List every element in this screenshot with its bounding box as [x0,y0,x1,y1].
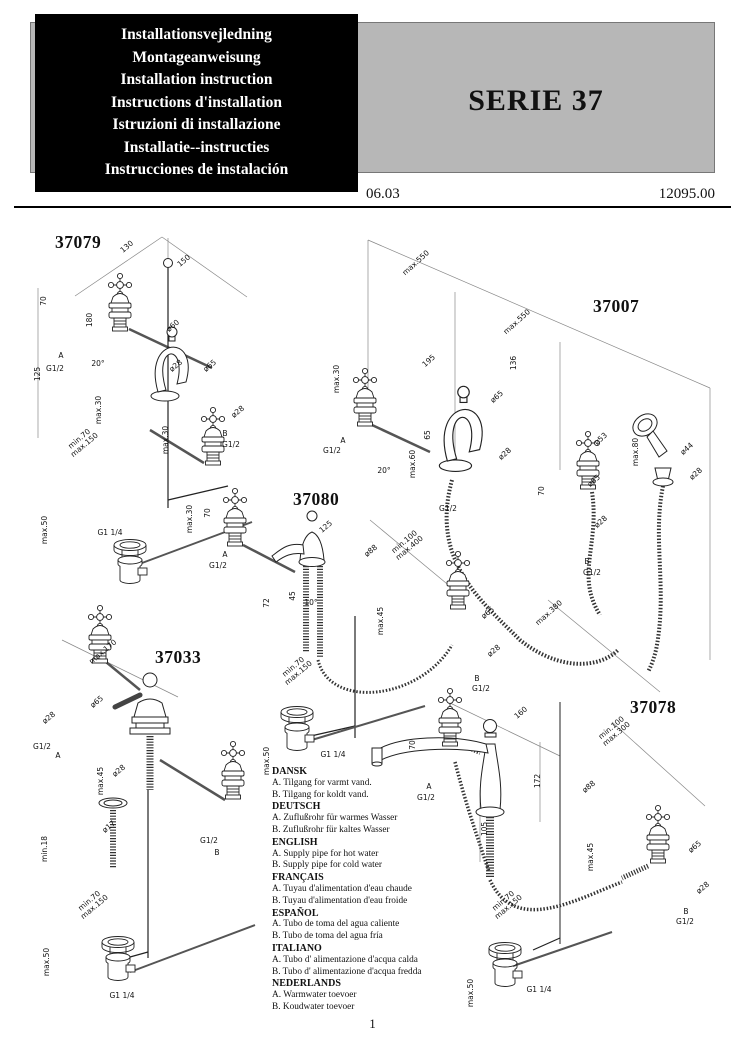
dimension-label: max.30 [161,425,171,455]
dimension-label: B [214,848,220,858]
header-title-line-5: Installatie--instructies [123,138,270,156]
header-title-line-4: Istruzioni di installazione [112,116,281,134]
dimension-label: B [222,429,228,439]
dimension-label: ø28 [687,465,704,482]
dimension-label: ø28 [167,357,185,374]
dimension-label: ø60 [164,317,182,334]
dimension-label: max.45 [96,766,106,796]
dimension-label: max.380 [533,598,564,628]
dimension-label: A [55,751,61,761]
header-title-line-1: Montageanweisung [132,48,261,66]
dimension-label: G1 1/4 [97,528,123,538]
legend-section-dansk [272,766,462,801]
dimension-label: ø28 [229,403,247,420]
dimension-label: ø28 [485,642,503,659]
dimension-label: min.100 max.400 [389,528,425,562]
dimension-label: 125 [317,518,335,535]
model-number-37078: 37078 [630,697,677,717]
legend-section-español [272,908,462,943]
legend-line-b: B. Zuflußrohr für kaltes Wasser [272,824,390,835]
header-title-line-6: Instrucciones de instalación [104,161,289,179]
dimension-label: G1/2 [417,793,435,803]
dimension-label: ø65 [488,388,505,405]
legend-line-a: A. Zuflußrohr für warmes Wasser [272,813,398,824]
dimension-label: 160 [512,704,530,721]
dimension-label: 125 [33,366,43,382]
dimension-label: max.170 [87,637,119,666]
dimension-label: 10° [304,598,318,608]
dimension-label: ø28 [694,879,712,896]
legend-line-a: A. Tilgang for varmt vand. [272,777,372,788]
header-title-line-2: Installation instruction [120,71,273,89]
dimension-label: B [683,907,689,917]
dimension-label: B [584,557,590,567]
dimension-label: G1/2 [676,917,694,927]
model-number-37079: 37079 [55,232,102,252]
legend-line-a: A. Tubo de toma del agua caliente [272,919,400,930]
dimension-label: ø28 [110,762,128,779]
dimension-label: 195 [420,352,438,369]
dimension-label: ø88 [580,778,598,795]
legend-language: ENGLISH [272,836,318,848]
dimension-label: 130 [118,238,136,255]
dimension-label: G1/2 [583,568,601,578]
legend-language: NEDERLANDS [272,978,341,990]
legend-line-a: A. Tubo d' alimentazione d'acqua calda [272,954,418,965]
document-number: 12095.00 [658,186,715,202]
legend-language: ITALIANO [272,942,322,954]
legend-language: FRANÇAIS [272,872,324,884]
dimension-label: max.550 [501,307,532,337]
dimension-label: G1/2 [200,836,218,846]
dimension-label: A [426,782,432,792]
dimension-label: ø88 [362,542,380,559]
model-number-37080: 37080 [293,489,340,509]
page-number: 1 [369,1016,376,1031]
dimension-label: max.550 [400,248,431,278]
legend-section-deutsch [272,801,462,836]
dimension-label: 65 [423,430,433,440]
legend-line-b: B. Tuyau d'alimentation d'eau froide [272,895,408,906]
series-title: SERIE 37 [468,84,604,117]
dimension-label: max.45 [376,606,386,636]
dimension-label: max.50 [262,746,272,776]
dimension-label: max.30 [332,364,342,394]
dimension-label: ø44 [678,440,695,457]
dimension-label: 70 [537,486,547,496]
supply-pipe-legend [272,766,462,1014]
dimension-label: 150 [175,252,193,269]
dimension-label: 72 [262,598,272,608]
dimension-label: ø28 [496,445,513,462]
dimension-label: ø28 [592,513,609,530]
dimension-label: min.70 max.150 [490,888,524,921]
dimension-label: 136 [509,355,519,371]
dimension-label: A [58,351,64,361]
model-number-37007: 37007 [593,296,640,316]
dimension-label: min.70 max.150 [66,426,100,459]
dimension-label: ø65 [201,357,219,374]
legend-line-a: A. Tuyau d'alimentation d'eau chaude [272,883,412,894]
dimension-label: 45 [288,591,298,601]
dimension-label: ø28 [40,709,58,726]
dimension-label: max.45 [586,842,596,872]
legend-line-b: B. Tilgang for koldt vand. [272,789,369,800]
dimension-label: 70 [203,508,213,518]
dimension-label: min.70 max.150 [76,888,110,921]
dimension-label: B [474,674,480,684]
legend-line-a: A. Warmwater toevoer [272,990,357,1001]
legend-line-b: B. Tubo d' alimentazione d'acqua fredda [272,966,422,977]
legend-section-english [272,837,462,872]
legend-section-français [272,872,462,907]
legend-line-a: A. Supply pipe for hot water [272,848,379,859]
dimension-label: ø53 [592,430,609,447]
dimension-label: 172 [533,773,543,789]
dimension-label: G1 1/4 [320,750,346,760]
legend-section-nederlands [272,978,462,1013]
legend-language: ESPAÑOL [272,907,319,919]
dimension-label: G1 1/4 [526,985,552,995]
dimension-label: G1/2 [222,440,240,450]
dimension-label: 70 [39,296,49,306]
dimension-label: G1 1/4 [109,991,135,1001]
dimension-label: min.18 [40,835,50,863]
legend-language: DEUTSCH [272,801,321,813]
dimension-label: 70 [408,740,418,750]
dimension-label: G1/2 [472,684,490,694]
dimension-label: min.70 max.150 [280,654,314,687]
dimension-label: ø65 [88,693,106,710]
dimension-label: max.80 [631,437,641,467]
dimension-label: A [340,436,346,446]
dimension-label: G1/2 [33,742,51,752]
dimension-label: 20° [377,466,391,476]
dimension-label: 20° [91,359,105,369]
dimension-label: G1/2 [46,364,64,374]
dimension-label: max.30 [185,504,195,534]
dimension-label: min.100 max.300 [596,714,632,748]
header-title-line-3: Instructions d'installation [111,93,282,111]
dimension-label: max.50 [40,515,50,545]
dimension-label: max.50 [466,978,476,1008]
dimension-label: G1/2 [439,504,457,514]
model-number-37033: 37033 [155,647,202,667]
dimension-label: 105 [480,821,490,837]
dimension-label: G1/2 [323,446,341,456]
header-title-line-0: Installationsvejledning [121,26,272,44]
dimension-label: max.60 [408,449,418,479]
dimension-label: A [222,550,228,560]
dimension-label: max.50 [42,947,52,977]
legend-line-b: B. Koudwater toevoer [272,1001,355,1012]
dimension-label: max.30 [94,395,104,425]
legend-section-italiano [272,943,462,978]
dimension-label: ø65 [585,472,602,489]
legend-language: DANSK [272,766,308,777]
legend-line-b: B. Supply pipe for cold water [272,860,382,871]
dimension-label: ø17 [100,818,118,835]
dimension-label: ø65 [686,838,704,855]
dimension-label: ø65 [479,604,497,621]
dimension-label: 180 [85,312,95,328]
dimension-label: G1/2 [209,561,227,571]
legend-line-b: B. Tubo de toma del agua fría [272,931,383,942]
document-date: 06.03 [366,186,400,202]
